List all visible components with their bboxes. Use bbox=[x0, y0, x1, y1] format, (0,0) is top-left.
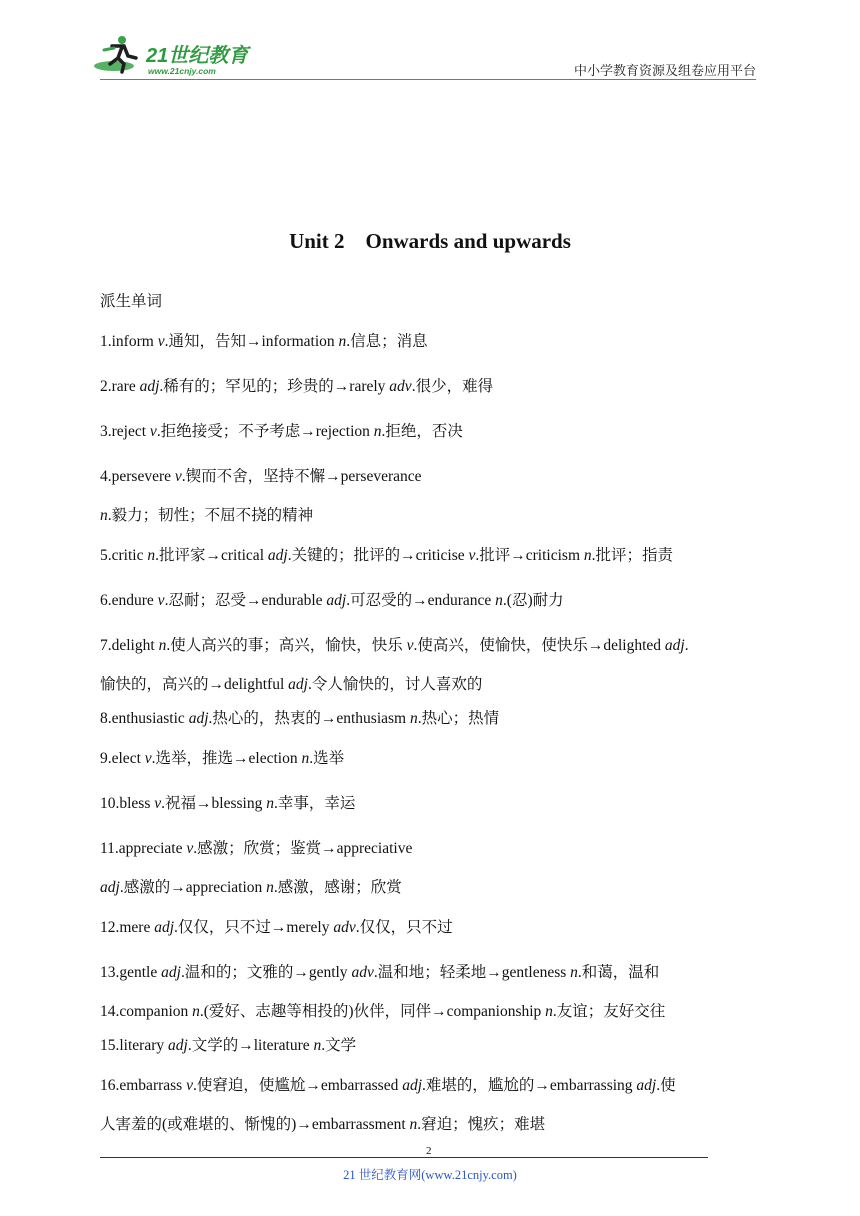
part-of-speech: adj bbox=[267, 547, 288, 564]
part-of-speech: v bbox=[186, 840, 194, 857]
word-line: 3.reject v.拒绝接受；不予考虑→rejection n.拒绝，否决 bbox=[100, 423, 463, 440]
part-of-speech: n bbox=[570, 964, 578, 981]
part-of-speech: adv bbox=[389, 378, 412, 395]
word-line: 13.gentle adj.温和的；文雅的→gently adv.温和地；轻柔地→gentleness n.和蔼，温和 bbox=[100, 964, 660, 981]
part-of-speech: n bbox=[338, 333, 347, 350]
footer-divider bbox=[100, 1157, 708, 1158]
part-of-speech: v bbox=[157, 333, 165, 350]
part-of-speech: adv bbox=[351, 964, 374, 981]
part-of-speech: adj bbox=[636, 1077, 657, 1094]
word-line: 5.critic n.批评家→critical adj.关键的；批评的→criticise v.批评→criticism n.批评；指责 bbox=[100, 547, 674, 564]
part-of-speech: v bbox=[186, 1077, 193, 1094]
part-of-speech: n bbox=[158, 637, 167, 654]
word-line: 8.enthusiastic adj.热心的，热衷的→enthusiasm n.热心；热情 bbox=[100, 710, 500, 727]
part-of-speech: n bbox=[583, 547, 592, 564]
part-of-speech: adj bbox=[154, 919, 175, 936]
part-of-speech: v bbox=[144, 750, 152, 767]
part-of-speech: v bbox=[149, 423, 157, 440]
part-of-speech: adj bbox=[168, 1037, 188, 1054]
part-of-speech: n bbox=[313, 1037, 322, 1054]
part-of-speech: n bbox=[147, 547, 156, 564]
word-line: 15.literary adj.文学的→literature n.文学 bbox=[100, 1037, 357, 1054]
word-line: 10.bless v.祝福→blessing n.幸事，幸运 bbox=[100, 795, 356, 812]
part-of-speech: n bbox=[266, 795, 274, 812]
logo-text: 21世纪教育 bbox=[146, 45, 249, 67]
section-title: 派生单词 bbox=[100, 292, 163, 310]
word-line: 1.inform v.通知，告知→information n.信息；消息 bbox=[100, 333, 428, 350]
word-line: n.毅力；韧性；不屈不挠的精神 bbox=[100, 507, 314, 524]
part-of-speech: adj bbox=[402, 1077, 423, 1094]
part-of-speech: v bbox=[468, 547, 476, 564]
word-line: 14.companion n.(爱好、志趣等相投的)伙伴，同伴→companionship n.友谊；友好交往 bbox=[100, 1003, 666, 1020]
part-of-speech: adv bbox=[333, 919, 356, 936]
word-line: 人害羞的(或难堪的、惭愧的)→embarrassment n.窘迫；愧疚；难堪 bbox=[100, 1116, 546, 1133]
part-of-speech: v bbox=[157, 592, 165, 609]
part-of-speech: n bbox=[409, 1116, 418, 1133]
word-line: 12.mere adj.仅仅，只不过→merely adv.仅仅，只不过 bbox=[100, 919, 453, 936]
part-of-speech: n bbox=[545, 1003, 553, 1020]
page-title: Unit 2 Onwards and upwards bbox=[289, 229, 571, 253]
part-of-speech: adj bbox=[288, 676, 308, 693]
part-of-speech: adj bbox=[100, 879, 120, 896]
part-of-speech: adj bbox=[664, 637, 685, 654]
word-line: 4.persevere v.锲而不舍，坚持不懈→perseverance bbox=[100, 468, 422, 485]
part-of-speech: v bbox=[154, 795, 162, 812]
part-of-speech: adj bbox=[139, 378, 160, 395]
page-number: 2 bbox=[426, 1145, 432, 1157]
part-of-speech: n bbox=[192, 1003, 200, 1020]
part-of-speech: adj bbox=[161, 964, 181, 981]
part-of-speech: n bbox=[266, 879, 274, 896]
part-of-speech: n bbox=[373, 423, 382, 440]
word-line: 11.appreciate v.感激；欣赏；鉴赏→appreciative bbox=[100, 840, 413, 857]
header-divider bbox=[100, 79, 756, 80]
part-of-speech: v bbox=[406, 637, 414, 654]
header-platform-text: 中小学教育资源及组卷应用平台 bbox=[573, 64, 756, 79]
site-logo bbox=[92, 34, 262, 82]
word-line: 9.elect v.选举，推选→election n.选举 bbox=[100, 750, 345, 767]
part-of-speech: n bbox=[410, 710, 418, 727]
word-line: 7.delight n.使人高兴的事；高兴，愉快，快乐 v.使高兴，使愉快，使快乐→delighted adj. bbox=[100, 637, 689, 654]
part-of-speech: n bbox=[100, 507, 108, 524]
word-line: 6.endure v.忍耐；忍受→endurable adj.可忍受的→endurance n.(忍)耐力 bbox=[100, 592, 564, 609]
runner-logo-icon bbox=[92, 34, 262, 82]
word-line: adj.感激的→appreciation n.感激，感谢；欣赏 bbox=[100, 879, 402, 896]
part-of-speech: v bbox=[174, 468, 182, 485]
part-of-speech: adj bbox=[188, 710, 209, 727]
part-of-speech: n bbox=[495, 592, 503, 609]
word-line: 2.rare adj.稀有的；罕见的；珍贵的→rarely adv.很少，难得 bbox=[100, 378, 494, 395]
footer-site-text: 21 世纪教育网(www.21cnjy.com) bbox=[343, 1168, 517, 1182]
logo-url: www.21cnjy.com bbox=[148, 66, 216, 76]
part-of-speech: adj bbox=[326, 592, 347, 609]
word-line: 16.embarrass v.使窘迫，使尴尬→embarrassed adj.难堪的，尴尬的→embarrassing adj.使 bbox=[100, 1077, 676, 1094]
part-of-speech: n bbox=[301, 750, 310, 767]
word-line: 愉快的，高兴的→delightful adj.令人愉快的，讨人喜欢的 bbox=[100, 676, 483, 693]
